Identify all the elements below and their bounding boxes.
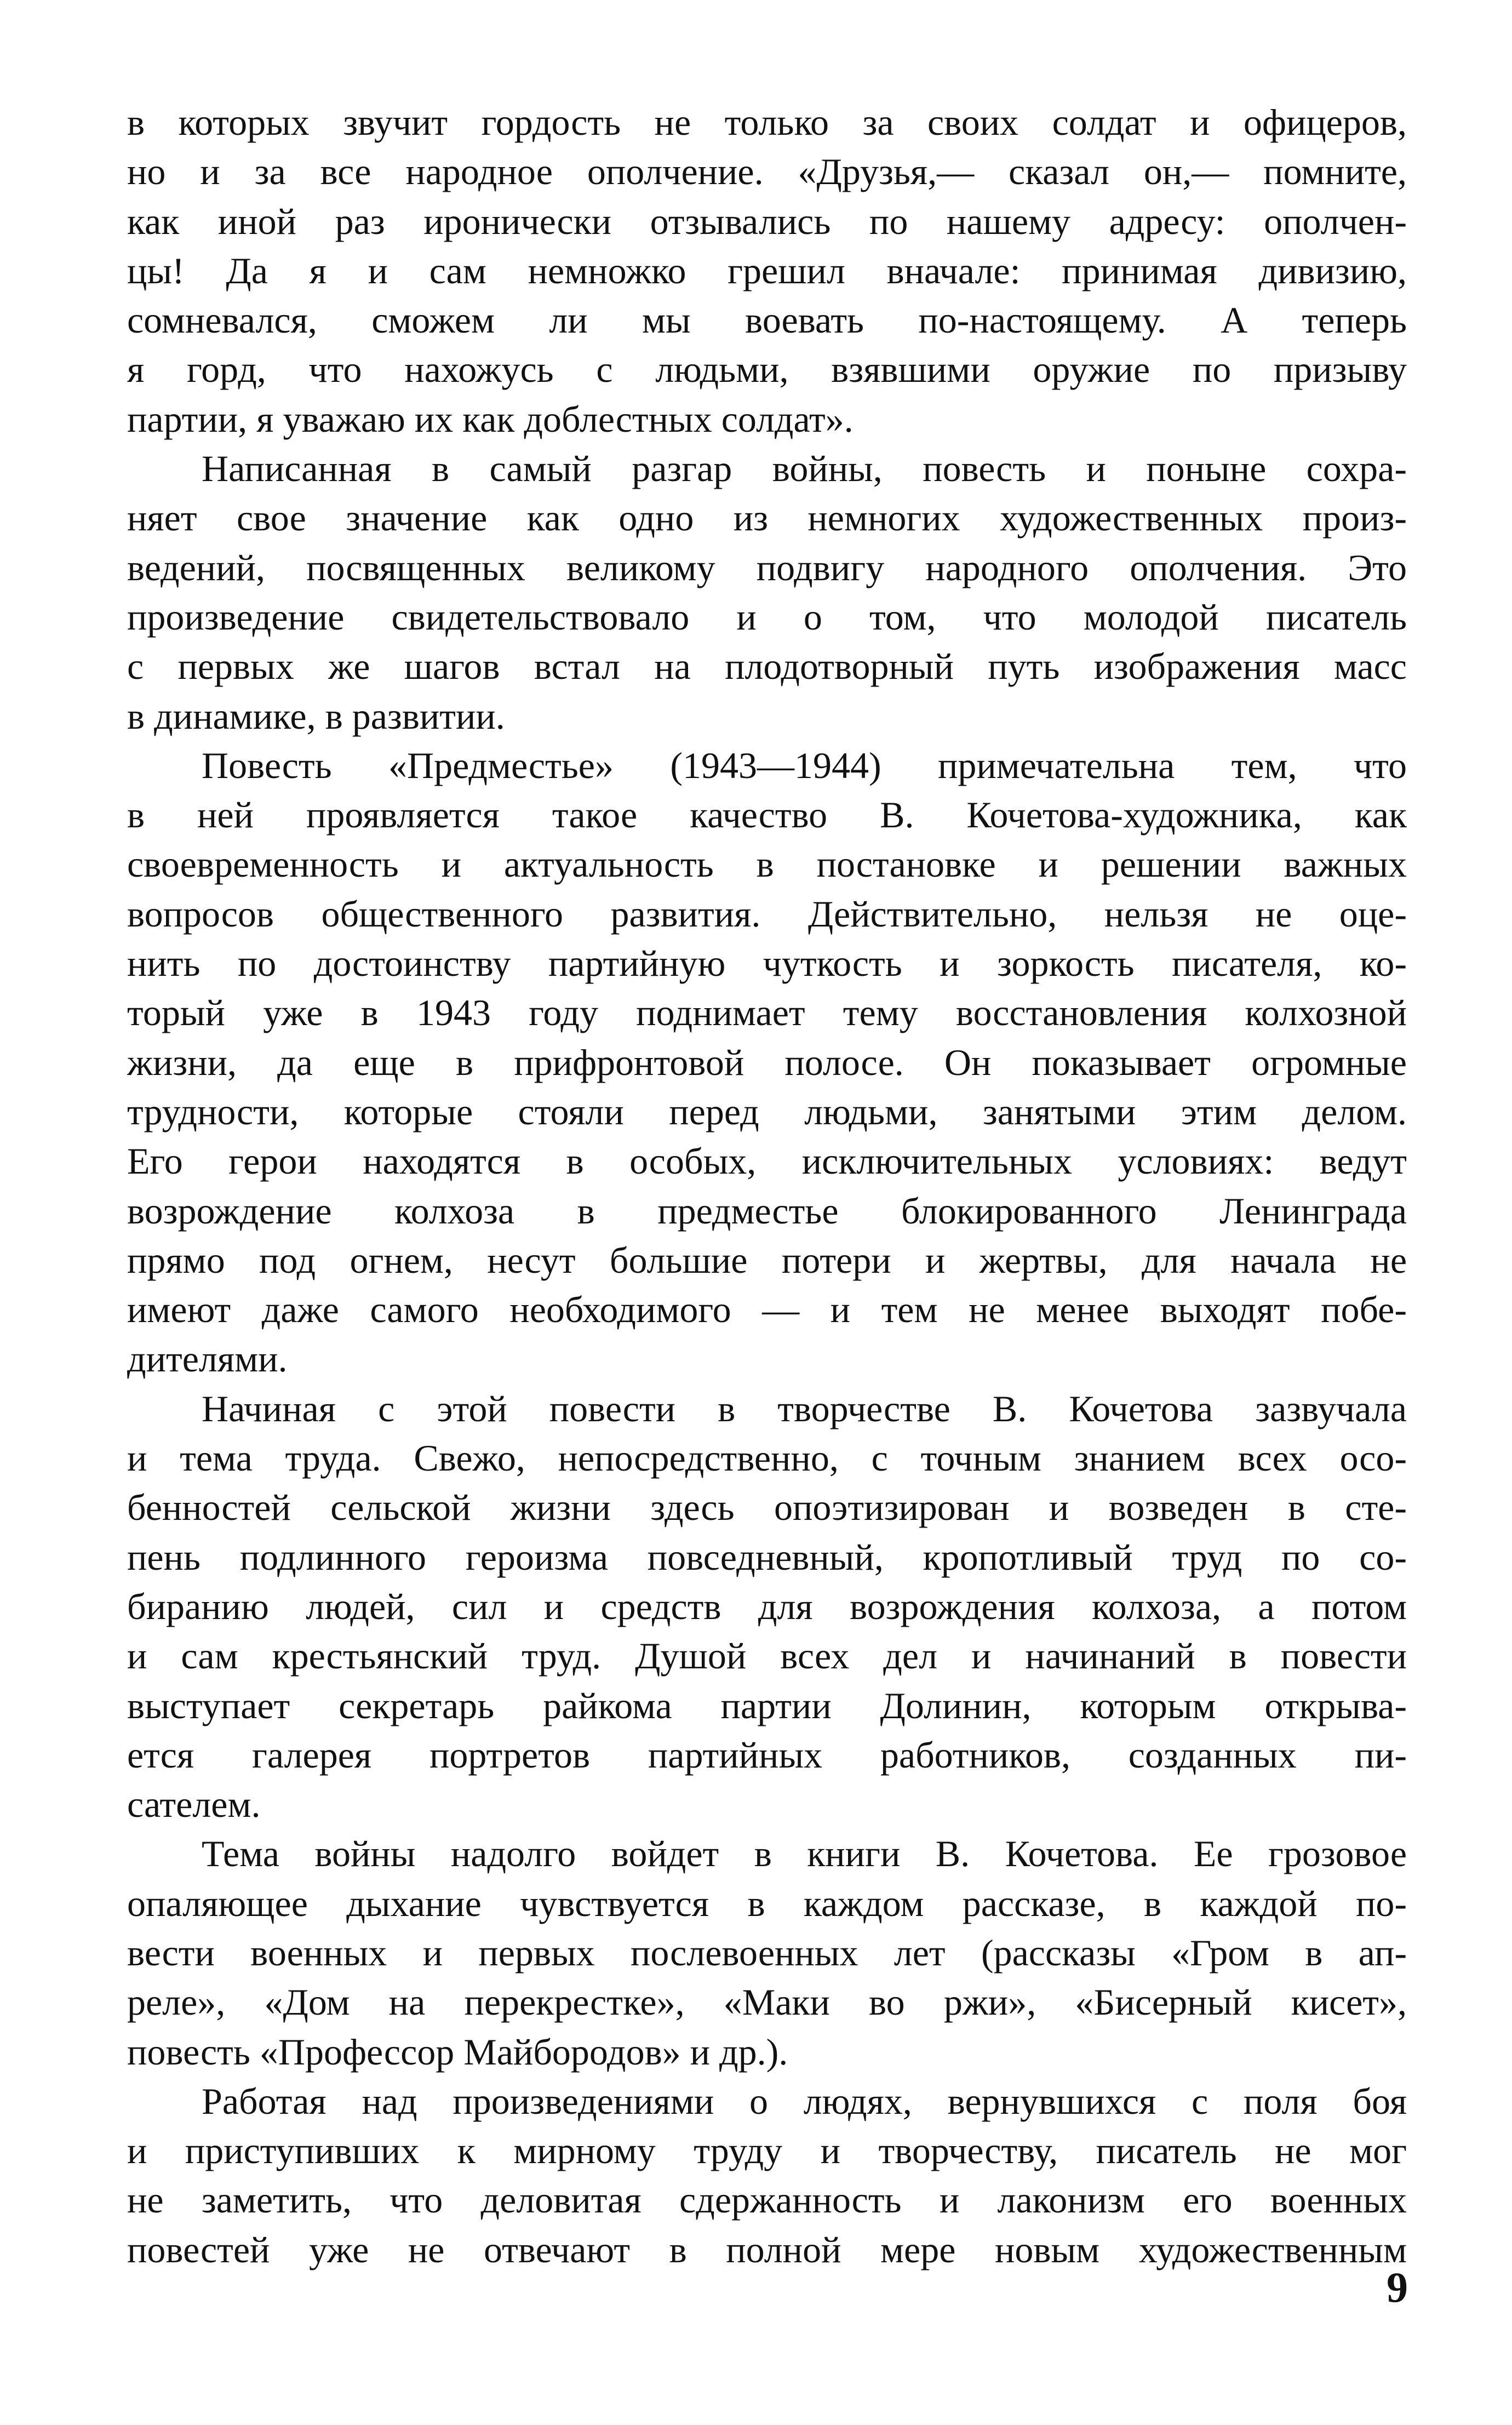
text-line: Написанная в самый разгар войны, повесть и поныне сохра- [202, 448, 1407, 490]
text-line: повесть «Профессор Майбородов» и др.). [127, 2031, 788, 2073]
text-line: Его герои находятся в особых, исключительных условиях: ведут [127, 1140, 1407, 1182]
text-line: в которых звучит гордость не только за своих солдат и офицеров, [127, 101, 1407, 143]
text-line: жизни, да еще в прифронтовой полосе. Он показывает огромные [127, 1041, 1407, 1083]
text-line: повестей уже не отвечают в полной мере новым художественным [127, 2228, 1407, 2270]
text-line: биранию людей, сил и средств для возрождения колхоза, а потом [127, 1585, 1407, 1627]
page-body [127, 98, 1407, 2274]
text-line: цы! Да я и сам немножко грешил вначале: принимая дивизию, [127, 249, 1407, 291]
text-line: произведение свидетельствовало и о том, что молодой писатель [127, 596, 1407, 638]
text-line: дителями. [127, 1338, 288, 1380]
text-line: сателем. [127, 1783, 261, 1826]
text-line: в ней проявляется такое качество В. Кочетова-художника, как [127, 794, 1407, 836]
text-line: выступает секретарь райкома партии Долинин, которым открыва- [127, 1684, 1407, 1726]
text-line: пень подлинного героизма повседневный, кропотливый труд по со- [127, 1536, 1407, 1578]
text-line: и тема труда. Свежо, непосредственно, с точным знанием всех осо- [127, 1437, 1407, 1479]
text-line: вести военных и первых послевоенных лет (рассказы «Гром в ап- [127, 1931, 1407, 1974]
text-line: няет свое значение как одно из немногих художественных произ- [127, 497, 1407, 539]
text-line: вопросов общественного развития. Действительно, нельзя не оце- [127, 893, 1407, 935]
text-line: реле», «Дом на перекрестке», «Маки во ржи», «Бисерный кисет», [127, 1981, 1407, 2023]
text-line: опаляющее дыхание чувствуется в каждом рассказе, в каждой по- [127, 1882, 1407, 1924]
text-line: с первых же шагов встал на плодотворный путь изображения масс [127, 645, 1407, 688]
text-line: Повесть «Предместье» (1943—1944) примечательна тем, что [202, 744, 1407, 786]
text-line: ведений, посвященных великому подвигу народного ополчения. Это [127, 546, 1407, 588]
text-line: торый уже в 1943 году поднимает тему восстановления колхозной [127, 992, 1407, 1034]
text-line: Начиная с этой повести в творчестве В. Кочетова зазвучала [202, 1387, 1407, 1429]
text-line: я горд, что нахожусь с людьми, взявшими оружие по призыву [127, 348, 1407, 391]
text-line: возрождение колхоза в предместье блокированного Ленинграда [127, 1189, 1407, 1232]
text-line: и сам крестьянский труд. Душой всех дел и начинаний в повести [127, 1635, 1407, 1677]
text-line: партии, я уважаю их как доблестных солдат». [127, 398, 854, 440]
text-line: имеют даже самого необходимого — и тем не менее выходят побе- [127, 1289, 1407, 1331]
text-line: ется галерея портретов партийных работников, созданных пи- [127, 1734, 1407, 1776]
text-line: сомневался, сможем ли мы воевать по-настоящему. А теперь [127, 299, 1407, 341]
text-line: прямо под огнем, несут большие потери и жертвы, для начала не [127, 1239, 1407, 1281]
text-line: в динамике, в развитии. [127, 695, 505, 737]
text-line: и приступивших к мирному труду и творчеству, писатель не мог [127, 2130, 1407, 2172]
text-line: нить по достоинству партийную чуткость и зоркость писателя, ко- [127, 942, 1407, 985]
text-line: трудности, которые стояли перед людьми, занятыми этим делом. [127, 1090, 1407, 1133]
page-number: 9 [1387, 2263, 1408, 2311]
text-line: но и за все народное ополчение. «Друзья,— сказал он,— помните, [127, 151, 1407, 193]
text-line: не заметить, что деловитая сдержанность и лаконизм его военных [127, 2179, 1407, 2221]
text-line: как иной раз иронически отзывались по нашему адресу: ополчен- [127, 200, 1407, 242]
text-line: своевременность и актуальность в постановке и решении важных [127, 843, 1407, 885]
text-line: Работая над произведениями о людях, вернувшихся с поля боя [202, 2080, 1407, 2122]
text-line: бенностей сельской жизни здесь опоэтизирован и возведен в сте- [127, 1486, 1407, 1529]
text-line: Тема войны надолго войдет в книги В. Кочетова. Ее грозовое [202, 1833, 1407, 1875]
